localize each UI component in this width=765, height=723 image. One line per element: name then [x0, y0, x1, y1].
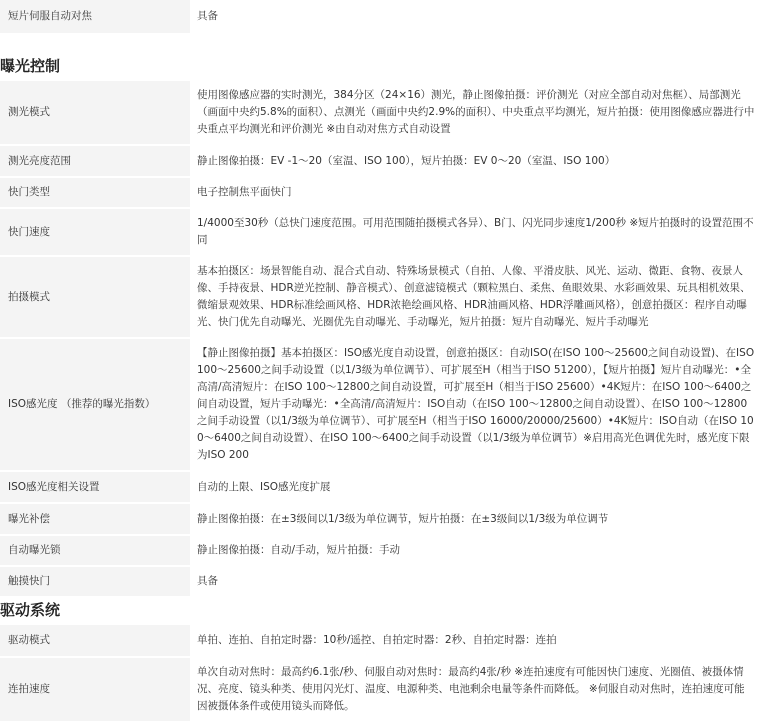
spec-table-drive — [0, 625, 765, 723]
table-row — [0, 177, 765, 208]
spec-key: 曝光补偿 — [0, 503, 190, 535]
spec-key: 拍摄模式 — [0, 256, 190, 338]
spec-value: 具备 — [190, 566, 765, 597]
spec-value: 基本拍摄区：场景智能自动、混合式自动、特殊场景模式（自拍、人像、平滑皮肤、风光、运动、微距、食物、夜景人像、手持夜景、HDR逆光控制、静音模式）、创意滤镜模式（颗粒黑白、柔焦、鱼眼效果、水彩画效果、玩具相机效果、微缩景观效果、HDR标准绘画风格、HDR浓艳绘画风格、HDR油画风格、HDR浮雕画风格），创意拍摄区：程序自动曝光、快门优先自动曝光、光圈优先自动曝光、手动曝光，短片拍摄：短片自动曝光、短片手动曝光 — [190, 256, 765, 338]
section-title-exposure: 曝光控制 — [0, 57, 61, 75]
table-row — [0, 657, 765, 722]
spec-key: 测光模式 — [0, 81, 190, 145]
spec-key: 自动曝光锁 — [0, 535, 190, 566]
spec-value: 静止图像拍摄：在±3级间以1/3级为单位调节，短片拍摄：在±3级间以1/3级为单位调节 — [190, 503, 765, 535]
spec-value: 使用图像感应器的实时测光，384分区（24×16）测光，静止图像拍摄：评价测光（对应全部自动对焦框）、局部测光（画面中央约5.8%的面积）、点测光（画面中央约2.9%的面积）、中央重点平均测光，短片拍摄：使用图像感应器进行中央重点平均测光和评价测光 ※由自动对焦方式自动设置 — [190, 81, 765, 145]
spec-key: ISO感光度相关设置 — [0, 471, 190, 503]
spec-key: 快门速度 — [0, 208, 190, 256]
spec-value: 静止图像拍摄：自动/手动，短片拍摄：手动 — [190, 535, 765, 566]
table-row — [0, 0, 765, 34]
spec-value: 单拍、连拍、自拍定时器：10秒/遥控、自拍定时器：2秒、自拍定时器：连拍 — [190, 625, 765, 657]
table-row — [0, 503, 765, 535]
spec-value: 1/4000至30秒（总快门速度范围。可用范围随拍摄模式各异）、B门、闪光同步速度1/200秒 ※短片拍摄时的设置范围不同 — [190, 208, 765, 256]
table-row — [0, 625, 765, 657]
spec-value: 【静止图像拍摄】基本拍摄区：ISO感光度自动设置，创意拍摄区：自动ISO(在ISO 100～25600之间自动设置)、在ISO 100～25600之间手动设置（以1/3级为单位调节）、可扩展至H（相当于ISO 51200），【短片拍摄】短片自动曝光：•全高清/高清短片：在ISO 100～12800之间自动设置，可扩展至H（相当于ISO 25600）•4K短片：在ISO 100～6400之间自动设置，短片手动曝光：•全高清/高清短片：ISO自动（在ISO 100～12800之间自动设置）、在ISO 100～12800之间手动设置（以1/3级为单位调节）、可扩展至H（相当于ISO 16000/20000/25600）•4K短片：ISO自动（在ISO 100～6400之间自动设置）、在ISO 100～6400之间手动设置（以1/3级为单位调节）※启用高光色调优先时，感光度下限为ISO 200 — [190, 338, 765, 471]
table-row — [0, 208, 765, 256]
table-row — [0, 338, 765, 471]
spec-value: 具备 — [190, 0, 765, 34]
spec-value: 单次自动对焦时：最高约6.1张/秒、伺服自动对焦时：最高约4张/秒 ※连拍速度有可能因快门速度、光圈值、被摄体情况、亮度、镜头种类、使用闪光灯、温度、电源种类、电池剩余电量等条件而降低。 ※伺服自动对焦时，连拍速度可能因被摄体条件或使用镜头而降低。 — [190, 657, 765, 722]
table-row — [0, 471, 765, 503]
spec-table-exposure — [0, 81, 765, 598]
section-title-drive: 驱动系统 — [0, 601, 61, 619]
table-row — [0, 535, 765, 566]
spec-key: 连拍速度 — [0, 657, 190, 722]
spec-key: 触摸快门 — [0, 566, 190, 597]
spec-value: 静止图像拍摄：EV -1～20（室温、ISO 100），短片拍摄：EV 0～20（室温、ISO 100） — [190, 145, 765, 177]
spec-table-top — [0, 0, 765, 35]
table-row — [0, 81, 765, 145]
spec-value: 电子控制焦平面快门 — [190, 177, 765, 208]
spec-key: ISO感光度 （推荐的曝光指数） — [0, 338, 190, 471]
spec-key: 快门类型 — [0, 177, 190, 208]
spec-key: 驱动模式 — [0, 625, 190, 657]
spec-key: 测光亮度范围 — [0, 145, 190, 177]
table-row — [0, 256, 765, 338]
spec-value: 自动的上限、ISO感光度扩展 — [190, 471, 765, 503]
table-row — [0, 566, 765, 597]
spec-key: 短片伺服自动对焦 — [0, 0, 190, 34]
table-row — [0, 145, 765, 177]
